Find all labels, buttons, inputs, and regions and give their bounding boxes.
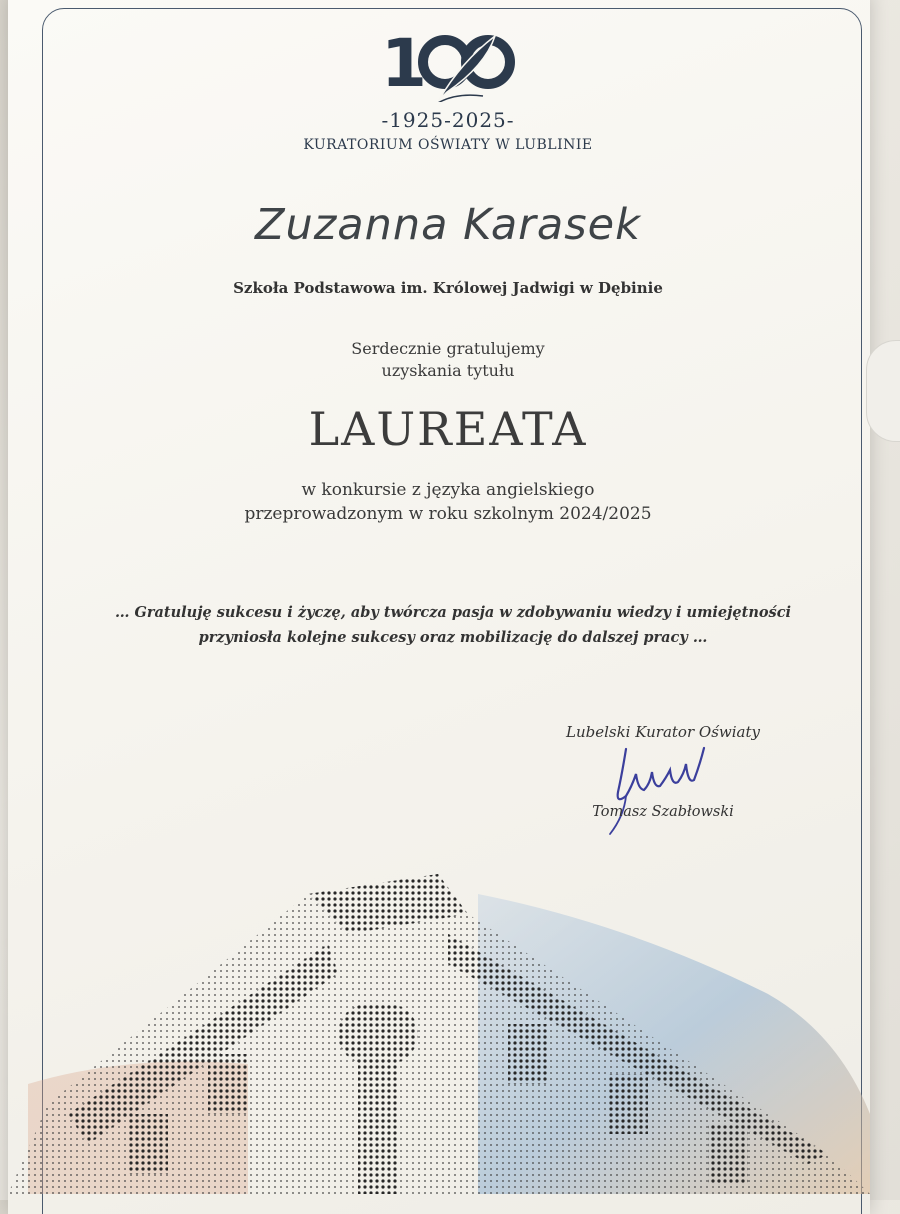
- building-illustration: [8, 854, 870, 1194]
- signatory-role: Lubelski Kurator Oświaty: [566, 723, 760, 741]
- school-name: Szkoła Podstawowa im. Królowej Jadwigi w Dębinie: [233, 279, 663, 297]
- award-title: LAUREATA: [308, 402, 588, 456]
- contest-line-1: w konkursie z języka angielskiego: [301, 480, 595, 500]
- quote-line-2: przyniosła kolejne sukcesy oraz mobilizację do dalszej pracy …: [198, 629, 708, 646]
- certificate-page: [8, 0, 870, 1214]
- folder-notch: [866, 340, 900, 442]
- quote-line-1: … Gratuluję sukcesu i życzę, aby twórcza pasja w zdobywaniu wiedzy i umiejętności: [114, 604, 792, 621]
- congrats-line-1: Serdecznie gratulujemy: [351, 339, 545, 358]
- wishes-quote: [68, 600, 838, 650]
- anniversary-years: -1925-2025-: [381, 108, 515, 132]
- contest-line-2: przeprowadzonym w roku szkolnym 2024/2025: [244, 504, 652, 524]
- institution-name: KURATORIUM OŚWIATY W LUBLINIE: [303, 137, 593, 153]
- signatory-name: Tomasz Szabłowski: [592, 804, 734, 820]
- recipient-name: Zuzanna Karasek: [255, 200, 641, 250]
- congrats-line-2: uzyskania tytułu: [381, 361, 515, 380]
- svg-text:1: 1: [381, 25, 427, 102]
- congratulations-text: [8, 338, 870, 382]
- centenary-logo: [8, 22, 870, 102]
- handwritten-signature: [596, 734, 726, 848]
- contest-description: [8, 478, 870, 526]
